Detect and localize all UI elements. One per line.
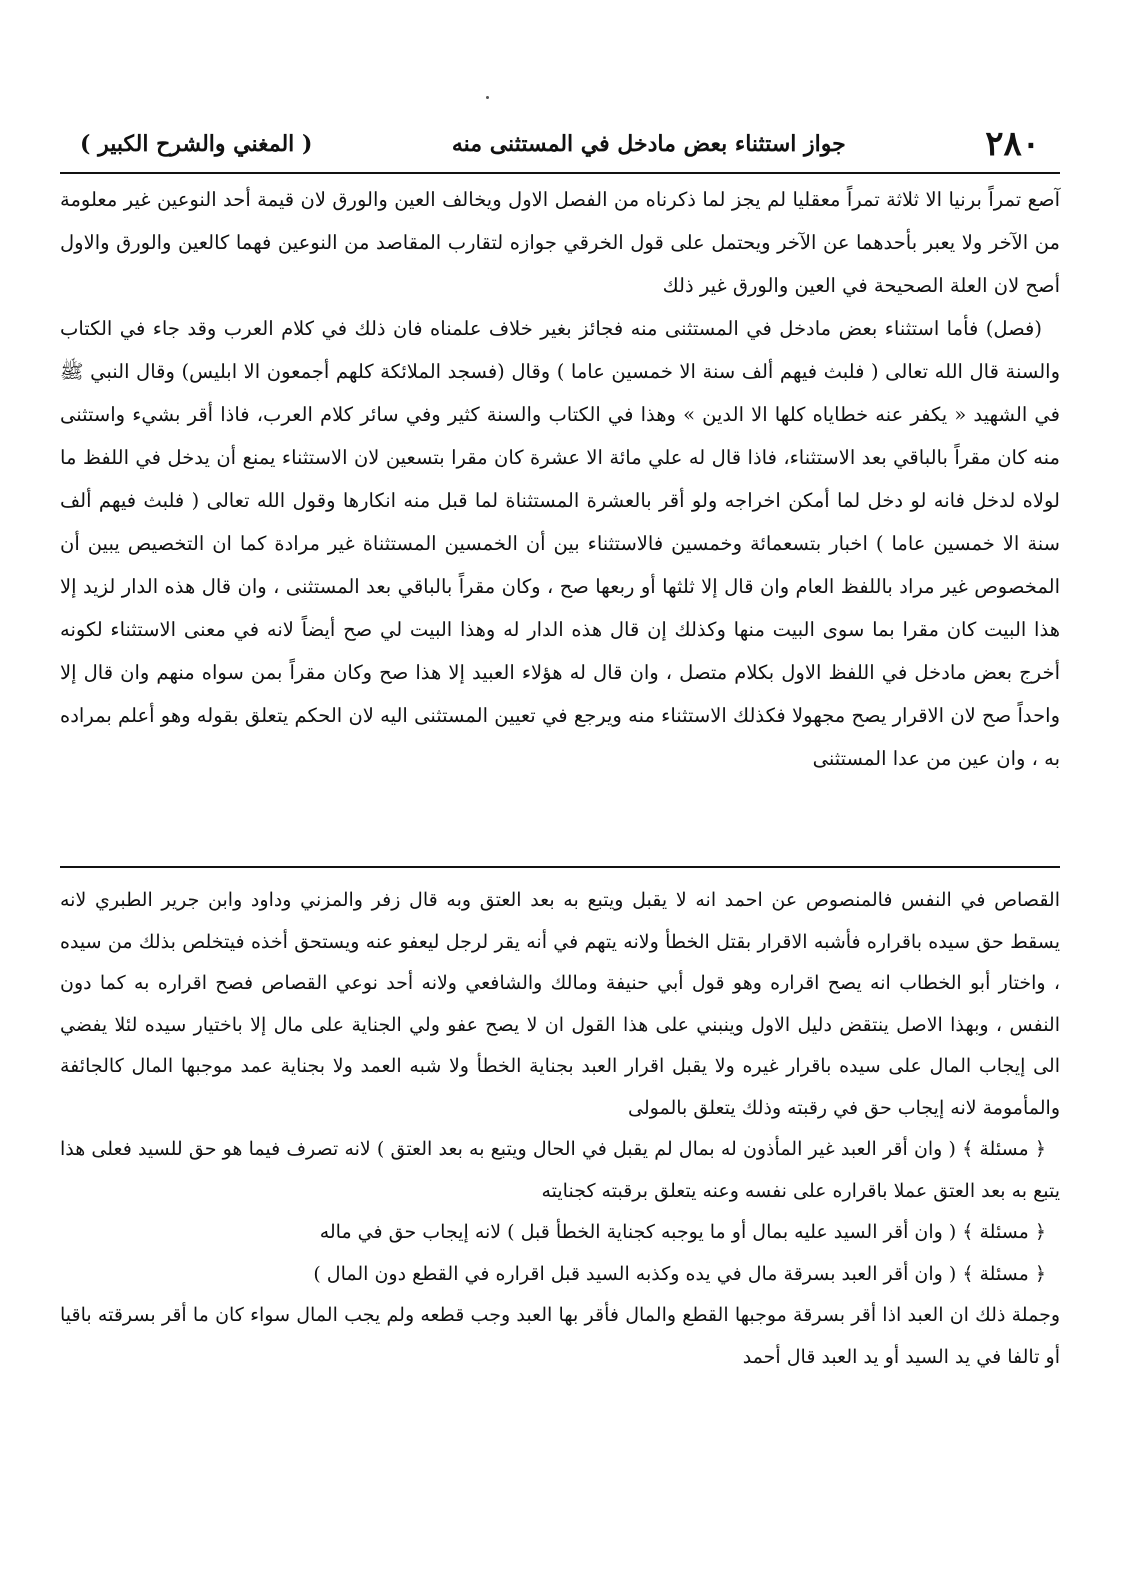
header-rule xyxy=(60,172,1060,174)
masala-paragraph: ﴿ مسئلة ﴾ ( وان أقر السيد عليه بمال أو ما يوجبه كجناية الخطأ قبل ) لانه إيجاب حق في ماله xyxy=(319,1221,1046,1243)
running-title: جواز استثناء بعض مادخل في المستثنى منه xyxy=(451,131,846,157)
footnote-rule xyxy=(60,866,1060,868)
commentary-paragraph: القصاص في النفس فالمنصوص عن احمد انه لا يقبل ويتبع به بعد العتق وبه قال زفر والمزني وداود وابن جرير الطبري لانه يسقط حق سيده باقراره فأشبه الاقرار بقتل الخطأ ولانه يتهم في أنه يقر لرجل ليعفو عنه ويستحق أخذه فيتخلص بذلك من سيده ، واختار أبو الخطاب انه يصح اقراره وهو قول أبي حنيفة ومالك والشافعي ولانه أحد نوعي القصاص فصح اقراره به كما دون النفس ، وبهذا الاصل ينتقض دليل الاول وينبني على هذا القول ان لا يصح عفو ولي الجناية على مال إلا باختيار سيده لئلا يفضي الى إيجاب المال على سيده باقرار غيره ولا يقبل اقرار العبد بجناية الخطأ ولا شبه العمد ولا بجناية عمد موجبها المال كالجائفة والمأمومة لانه إيجاب حق في رقبته وذلك يتعلق بالمولى xyxy=(60,889,1060,1119)
book-title: ( المغني والشرح الكبير ) xyxy=(80,131,313,157)
main-text xyxy=(60,178,1060,780)
running-head xyxy=(60,118,1060,170)
commentary-text xyxy=(60,880,1060,1378)
masala-paragraph: ﴿ مسئلة ﴾ ( وان أقر العبد غير المأذون له بمال لم يقبل في الحال ويتبع به بعد العتق ) لانه تصرف فيما هو حق للسيد فعلى هذا يتبع به بعد العتق عملا باقراره على نفسه وعنه يتعلق برقبته كجنايته xyxy=(60,1138,1060,1202)
page-number: ٢٨٠ xyxy=(985,124,1040,164)
book-page xyxy=(60,118,1060,1558)
masala-paragraph: ﴿ مسئلة ﴾ ( وان أقر العبد بسرقة مال في يده وكذبه السيد قبل اقراره في القطع دون المال ) xyxy=(313,1262,1046,1285)
main-paragraph: (فصل) فأما استثناء بعض مادخل في المستثنى منه فجائز بغير خلاف علمناه فان ذلك في كلام العرب وقد جاء في الكتاب والسنة قال الله تعالى ( فلبث فيهم ألف سنة الا خمسين عاما ) وقال (فسجد الملائكة كلهم أجمعون الا ابليس) وقال النبي ﷺ في الشهيد « يكفر عنه خطاياه كلها الا الدين » وهذا في الكتاب والسنة كثير وفي سائر كلام العرب، فاذا أقر بشيء واستثنى منه كان مقراً بالباقي بعد الاستثناء، فاذا قال له علي مائة الا عشرة كان مقرا بتسعين لان الاستثناء يمنع أن يدخل في اللفظ ما لولاه لدخل فانه لو دخل لما أمكن اخراجه ولو أقر بالعشرة المستثناة لما قبل منه انكارها وقول الله تعالى ( فلبث فيهم ألف سنة الا خمسين عاما ) اخبار بتسعمائة وخمسين فالاستثناء بين أن الخمسين المستثناة غير مرادة كما ان التخصيص يبين أن المخصوص غير مراد باللفظ العام وان قال إلا ثلثها أو ربعها صح ، وكان مقراً بالباقي بعد المستثنى ، وان قال هذه الدار لزيد إلا هذا البيت كان مقرا بما سوى البيت منها وكذلك إن قال هذه الدار له وهذا البيت لي صح أيضاً لانه في معنى الاستثناء لكونه أخرج بعض مادخل في اللفظ الاول بكلام متصل ، وان قال له هؤلاء العبيد إلا هذا صح وكان مقراً بمن سواه منهم وان قال إلا واحداً صح لان الاقرار يصح مجهولا فكذلك الاستثناء منه ويرجع في تعيين المستثنى اليه لان الحكم يتعلق بقوله وهو أعلم بمراده به ، وان عين من عدا المستثنى xyxy=(60,317,1060,770)
main-paragraph: آصع تمراً برنيا الا ثلاثة تمراً معقليا لم يجز لما ذكرناه من الفصل الاول ويخالف العين والورق لان قيمة أحد النوعين غير معلومة من الآخر ولا يعبر بأحدهما عن الآخر ويحتمل على قول الخرقي جوازه لتقارب المقاصد من النوعين فهما كالعين والورق والاول أصح لان العلة الصحيحة في العين والورق غير ذلك xyxy=(60,188,1060,297)
commentary-paragraph: وجملة ذلك ان العبد اذا أقر بسرقة موجبها القطع والمال فأقر بها العبد وجب قطعه ولم يجب المال سواء كان ما أقر بسرقته باقيا أو تالفا في يد السيد أو يد العبد قال أحمد xyxy=(60,1304,1060,1368)
margin-mark xyxy=(486,96,489,99)
